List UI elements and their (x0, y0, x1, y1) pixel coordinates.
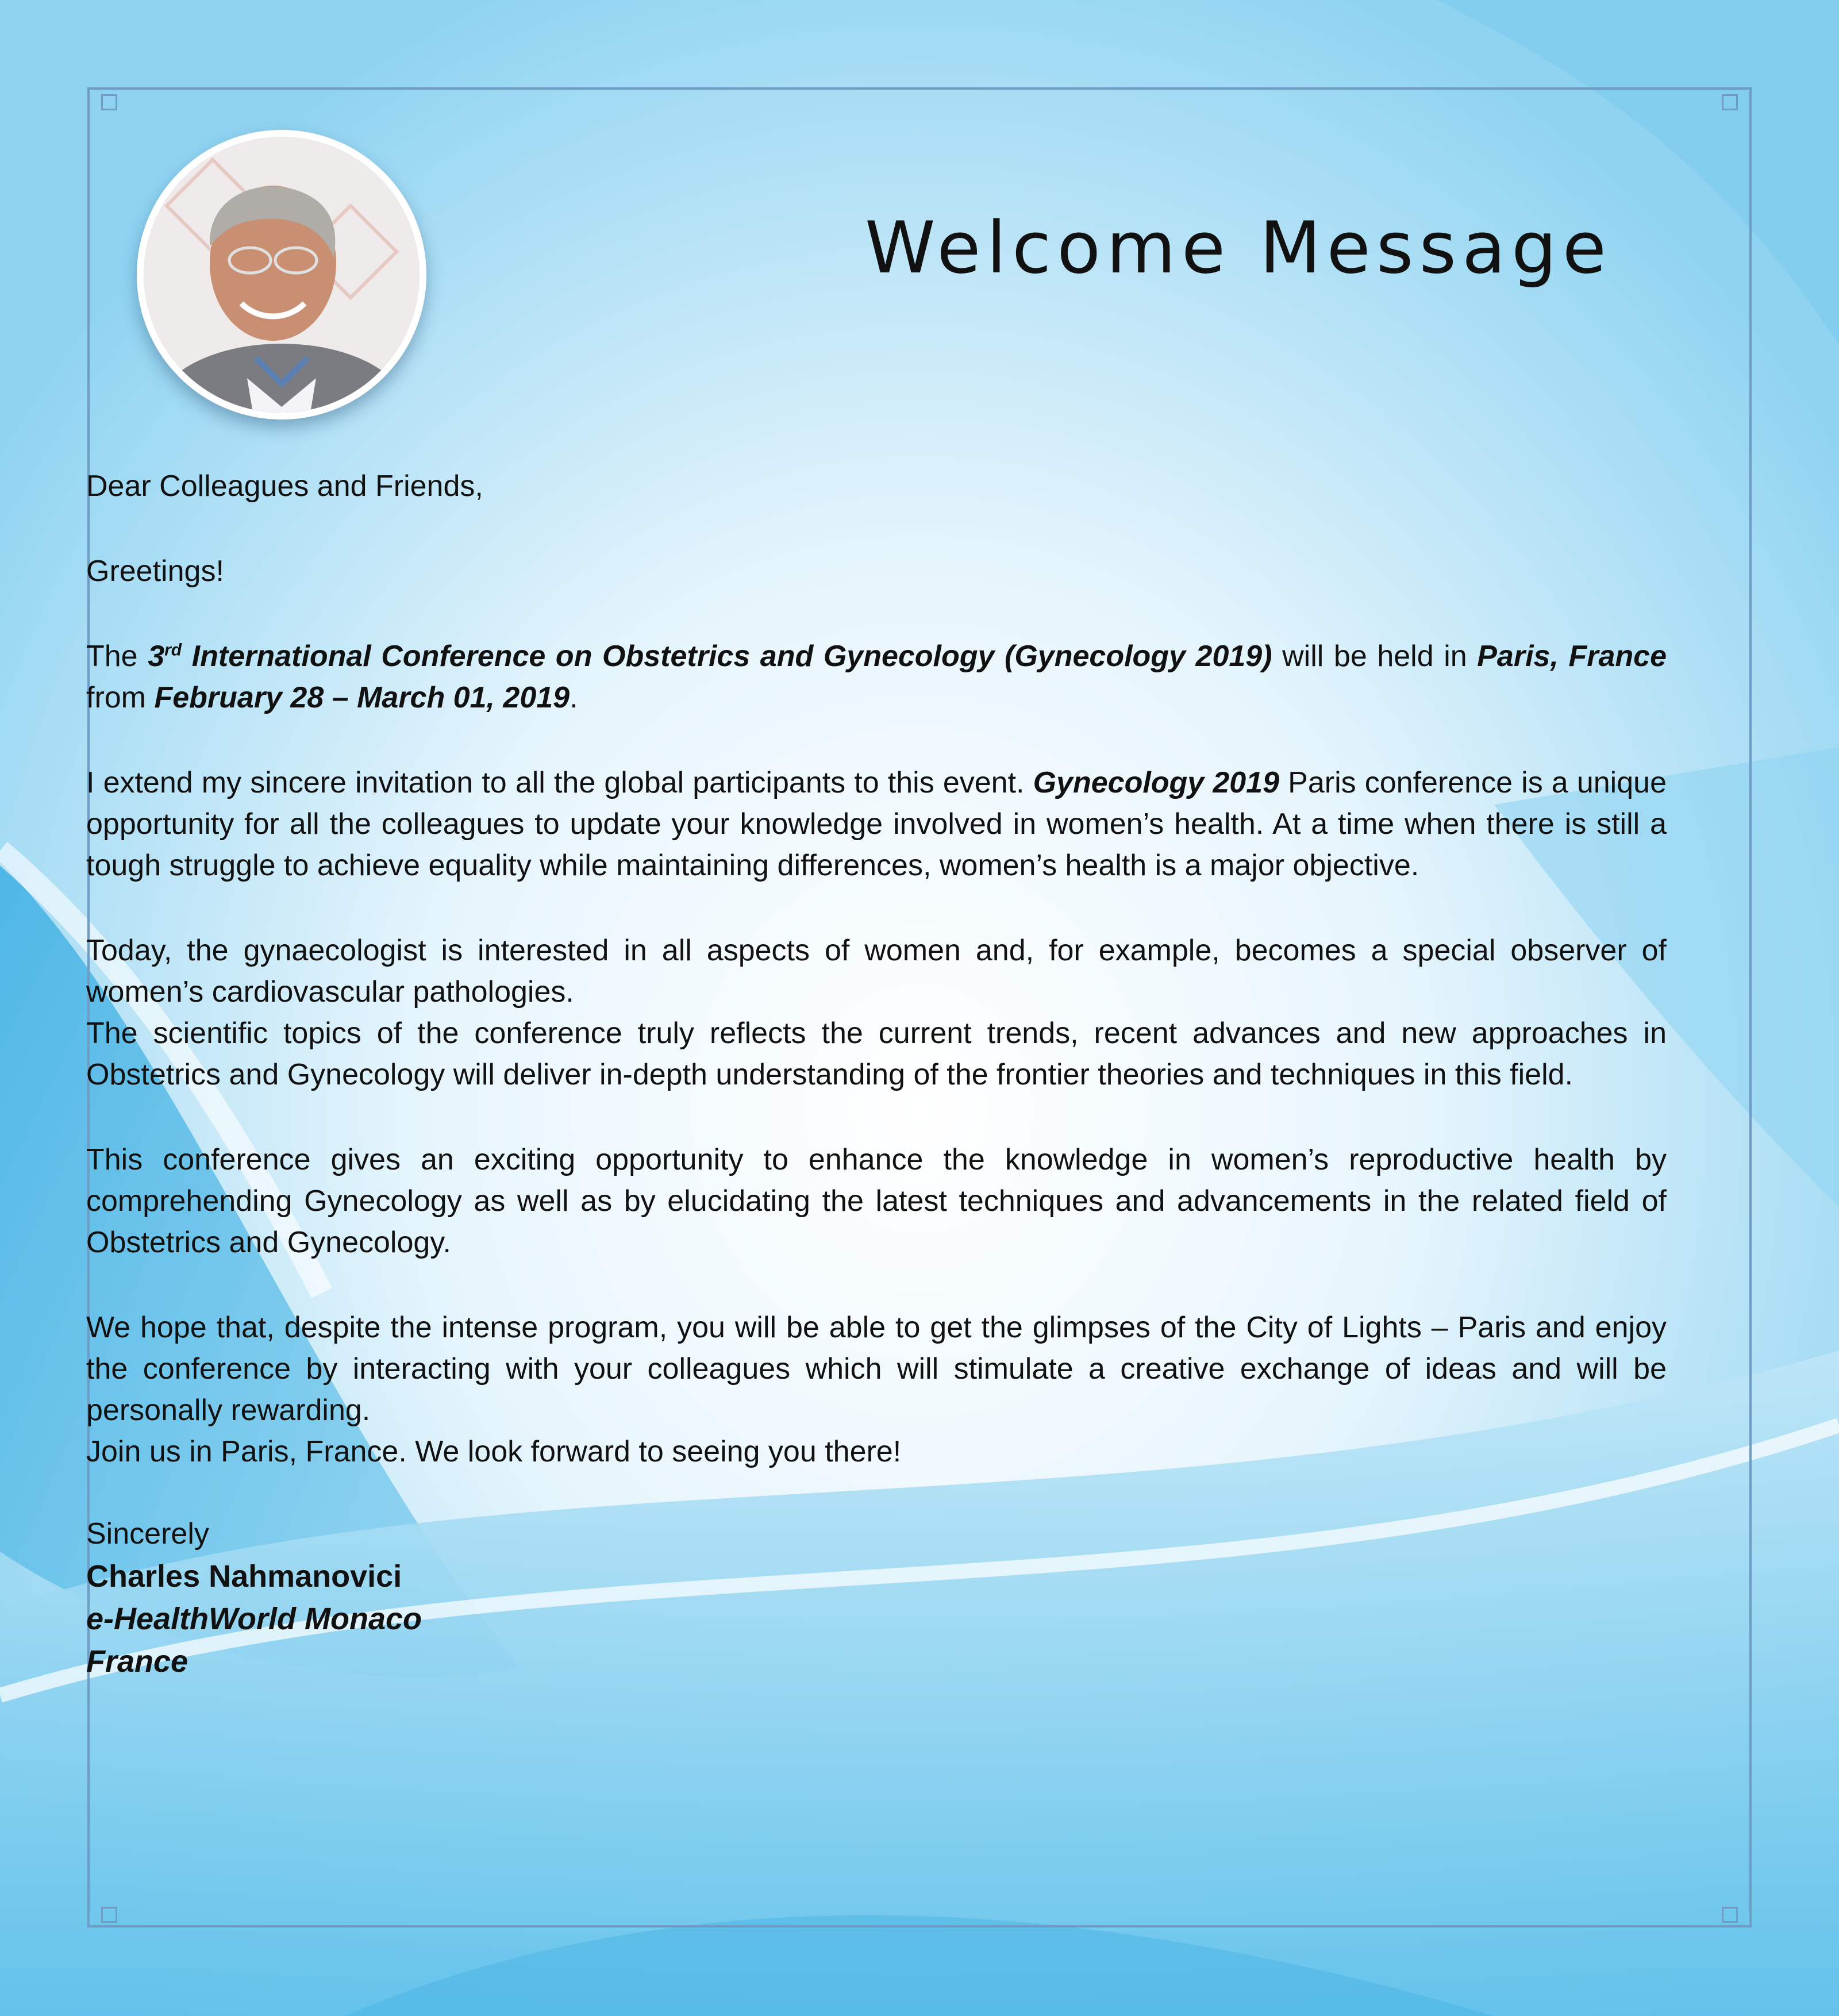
text: from (86, 681, 155, 714)
text: I extend my sincere invitation to all the global participants to this event. (86, 766, 1033, 799)
conference-name: International Conference on Obstetrics and Gynecology (Gynecology 2019) (182, 640, 1272, 673)
paragraph-gynaecologist: Today, the gynaecologist is interested in all aspects of women and, for example, becomes a special observer of women’s cardiovascular pathologies. (86, 934, 1667, 1009)
conference-dates: February 28 – March 01, 2019 (154, 681, 570, 714)
paragraph-topics: The scientific topics of the conference truly reflects the current trends, recent advances and new approaches in Obstetrics and Gynecology will deliver in-depth understanding of the frontier theories and techniques in this field. (86, 1017, 1667, 1091)
paragraph-city-of-lights: We hope that, despite the intense program, you will be able to get the glimpses of the City of Lights – Paris and enjoy the conference by interacting with your colleagues which will stimulate a creative exchange of ideas and will be personally rewarding. (86, 1311, 1667, 1427)
text: Paris conference is a unique opportunity for all the colleagues to update your knowledge involved in women’s health. At a time when there is still a tough struggle to achieve equality while maintaining differences, women’s health is a major objective. (86, 766, 1667, 882)
page-title: Welcome Message (864, 207, 1613, 290)
paragraph-join-us: Join us in Paris, France. We look forward to seeing you there! (86, 1435, 902, 1468)
letter-body (86, 465, 1667, 1683)
invitation-paragraph (86, 762, 1667, 886)
conference-announcement (86, 636, 1667, 718)
signer-name: Charles Nahmanovici (86, 1559, 402, 1594)
greeting: Greetings! (86, 555, 224, 588)
signature-block (86, 1513, 1667, 1683)
signer-country: France (86, 1644, 188, 1679)
text: . (570, 681, 578, 714)
frame-corner-ornament (1722, 94, 1738, 110)
salutation: Dear Colleagues and Friends, (86, 470, 483, 503)
closing: Sincerely (86, 1517, 209, 1551)
event-name: Gynecology 2019 (1033, 766, 1280, 799)
text: will be held in (1272, 640, 1478, 673)
paragraph-opportunity: This conference gives an exciting opportunity to enhance the knowledge in women’s reproductive health by comprehending Gynecology as well as by elucidating the latest techniques and advancements in the related field of Obstetrics and Gynecology. (86, 1143, 1667, 1259)
portrait-image (144, 137, 420, 413)
speaker-portrait (137, 130, 426, 420)
ordinal-suffix: rd (164, 640, 182, 660)
venue: Paris, France (1477, 640, 1667, 673)
frame-corner-ornament (101, 94, 117, 110)
ordinal: 3rd (148, 640, 182, 673)
text: The (86, 640, 148, 673)
signer-organization: e-HealthWorld Monaco (86, 1602, 422, 1636)
frame-corner-ornament (101, 1907, 117, 1923)
frame-corner-ornament (1722, 1907, 1738, 1923)
